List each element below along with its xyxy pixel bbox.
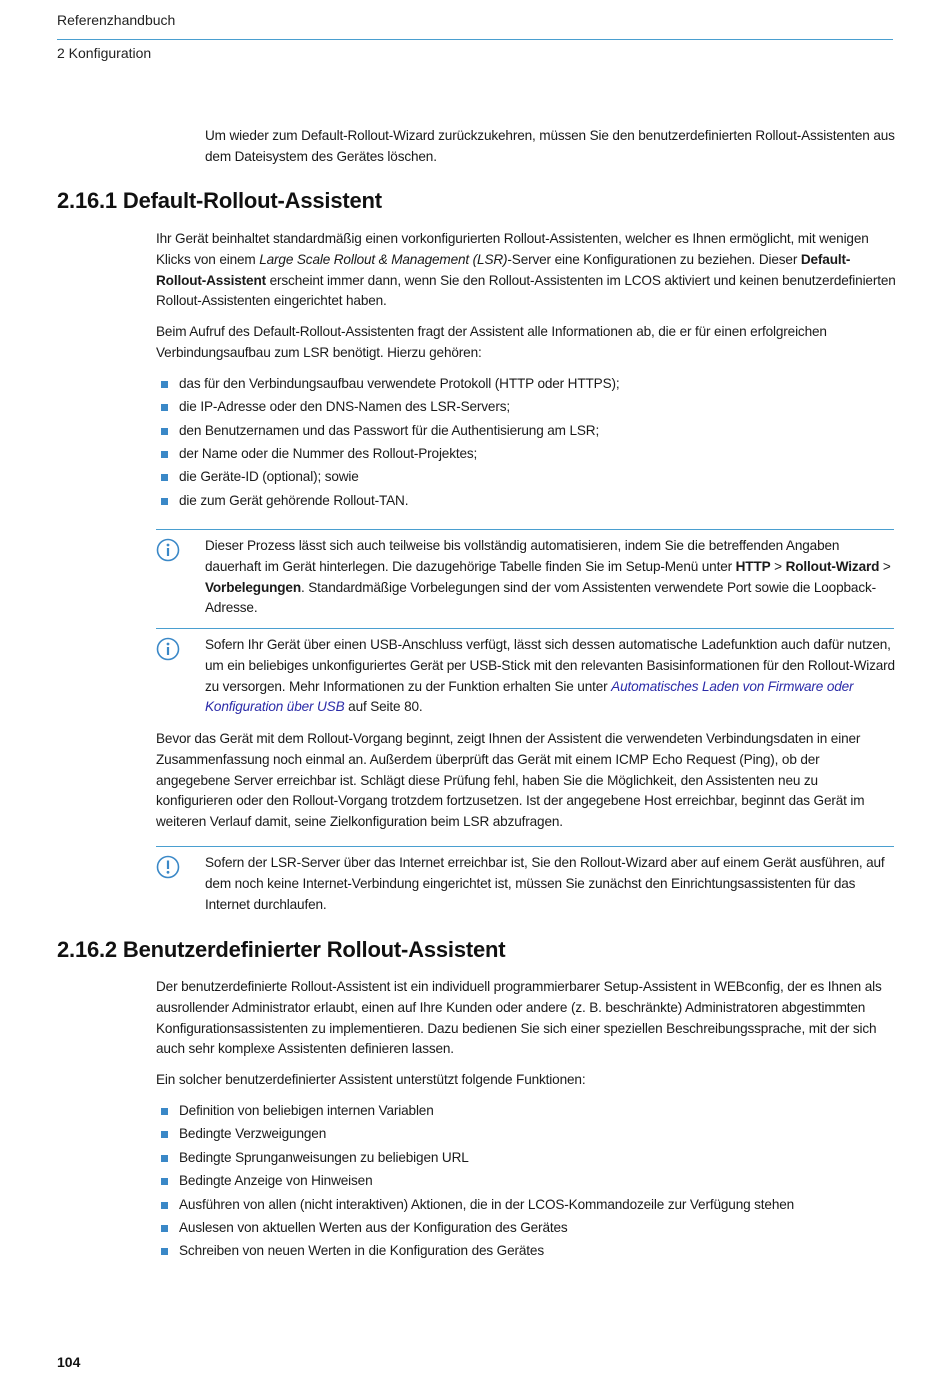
info-note-2-text: Sofern Ihr Gerät über einen USB-Anschluss verfügt, lässt sich dessen automatische Ladefunktion auch dafür nutzen, um ein beliebiges unkonfiguriertes Gerät per USB-Stick mit den relevanten Basisinformationen für den Rollout-Wizard zu versorgen. Mehr Informationen zu der Funktion erhalten Sie unter Automatisches Laden von Firmware oder Konfiguration über USB auf Seite 80.: [205, 637, 895, 715]
page-number: 104: [57, 1354, 81, 1370]
section1-body: [156, 229, 896, 514]
section2-paragraph-1: Der benutzerdefinierte Rollout-Assistent ist ein individuell programmierbarer Setup-Assistent in WEBconfig, der es Ihnen als ausrollender Administrator erlaubt, einen auf Ihre Kunden oder andere (z. B. beschränkte) Administratoren abgestimmten Konfigurationsassistenten zu implementieren. Dazu bedienen Sie sich einer speziellen Beschreibungssprache, mit der sich auch sehr komplexe Assistenten definieren lassen.: [156, 979, 882, 1057]
default-rollout-term: Default-Rollout-Assistent: [156, 251, 851, 288]
bullet-square-icon: [161, 1248, 168, 1255]
bullet-square-icon: [161, 498, 168, 505]
info-icon: [156, 637, 180, 661]
bullet-square-icon: [161, 428, 168, 435]
list-item: die zum Gerät gehörende Rollout-TAN.: [156, 491, 896, 514]
header-rule: [57, 39, 893, 40]
bullet-square-icon: [161, 404, 168, 411]
info-note-2: [156, 628, 894, 725]
list-item: Bedingte Sprunganweisungen zu beliebigen URL: [156, 1148, 896, 1171]
bullet-square-icon: [161, 474, 168, 481]
section2-body: [156, 977, 896, 1265]
list-item: Ausführen von allen (nicht interaktiven) Aktionen, die in der LCOS-Kommandozeile zur Verfügung stehen: [156, 1195, 896, 1218]
list-item: den Benutzernamen und das Passwort für die Authentisierung am LSR;: [156, 421, 896, 444]
list-item: das für den Verbindungsaufbau verwendete Protokoll (HTTP oder HTTPS);: [156, 374, 896, 397]
list-item: Auslesen von aktuellen Werten aus der Konfiguration des Gerätes: [156, 1218, 896, 1241]
section2-bullet-list: [156, 1101, 896, 1265]
list-item: die Geräte-ID (optional); sowie: [156, 467, 896, 490]
bullet-square-icon: [161, 1178, 168, 1185]
section-heading-custom-rollout: 2.16.2 Benutzerdefinierter Rollout-Assistent: [57, 937, 506, 962]
running-header-chapter: 2 Konfiguration: [57, 45, 152, 61]
usb-autoload-link[interactable]: Automatisches Laden von Firmware oder Konfiguration über USB: [205, 678, 854, 715]
list-item: Definition von beliebigen internen Variablen: [156, 1101, 896, 1124]
warning-icon: [156, 855, 180, 879]
section1-bullet-list: [156, 374, 896, 514]
warning-note: [156, 846, 894, 923]
bullet-square-icon: [161, 1131, 168, 1138]
list-item: Bedingte Anzeige von Hinweisen: [156, 1171, 896, 1194]
bullet-square-icon: [161, 1225, 168, 1232]
running-header-title: Referenzhandbuch: [57, 12, 176, 28]
warning-note-text: Sofern der LSR-Server über das Internet erreichbar ist, Sie den Rollout-Wizard aber auf einem Gerät ausführen, auf dem noch keine Internet-Verbindung eingerichtet ist, müssen Sie zunächst den Einrichtungsassistenten für das Internet durchlaufen.: [205, 855, 885, 912]
list-item: der Name oder die Nummer des Rollout-Projektes;: [156, 444, 896, 467]
section2-paragraph-2: Ein solcher benutzerdefinierter Assistent unterstützt folgende Funktionen:: [156, 1072, 586, 1088]
section-heading-default-rollout: 2.16.1 Default-Rollout-Assistent: [57, 188, 382, 213]
bullet-square-icon: [161, 1108, 168, 1115]
section1-paragraph-3: Bevor das Gerät mit dem Rollout-Vorgang beginnt, zeigt Ihnen der Assistent die verwendeten Verbindungsdaten in einer Zusammenfassung noch einmal an. Außerdem überprüft das Gerät mit einem ICMP Echo Request (Ping), ob der angegebene Server erreichbar ist. Schlägt diese Prüfung fehl, haben Sie die Möglichkeit, den Assistenten neu zu konfigurieren oder den Rollout-Vorgang trotzdem fortzusetzen. Ist der angegebene Host erreichbar, beginnt das Gerät im weiteren Verlauf damit, seine Zielkonfiguration beim LSR abzufragen.: [156, 731, 865, 830]
section1-paragraph-1: Ihr Gerät beinhaltet standardmäßig einen vorkonfigurierten Rollout-Assistenten, welcher es Ihnen ermöglicht, mit wenigen Klicks von einem Large Scale Rollout & Management (LSR)-Server eine Konfigurationen zu beziehen. Dieser Default-Rollout-Assistent erscheint immer dann, wenn Sie den Rollout-Assistenten im LCOS aktiviert und keinen benutzerdefinierten Rollout-Assistenten eingerichtet haben.: [156, 231, 896, 309]
intro-paragraph: Um wieder zum Default-Rollout-Wizard zurückzukehren, müssen Sie den benutzerdefinierten Rollout-Assistenten aus dem Dateisystem des Gerätes löschen.: [205, 128, 895, 164]
bullet-square-icon: [161, 1202, 168, 1209]
info-icon: [156, 538, 180, 562]
info-note-1: [156, 529, 894, 626]
bullet-square-icon: [161, 381, 168, 388]
list-item: Schreiben von neuen Werten in die Konfiguration des Gerätes: [156, 1241, 896, 1264]
list-item: die IP-Adresse oder den DNS-Namen des LSR-Servers;: [156, 397, 896, 420]
list-item: Bedingte Verzweigungen: [156, 1124, 896, 1147]
bullet-square-icon: [161, 1155, 168, 1162]
info-note-1-text: Dieser Prozess lässt sich auch teilweise bis vollständig automatisieren, indem Sie die betreffenden Angaben dauerhaft im Gerät hinterlegen. Die dazugehörige Tabelle finden Sie im Setup-Menü unter HTTP > Rollout-Wizard > Vorbelegungen. Standardmäßige Vorbelegungen sind der vom Assistenten verwendete Port sowie die Loopback-Adresse.: [205, 538, 891, 616]
section1-body-cont: [156, 729, 896, 843]
section1-paragraph-2: Beim Aufruf des Default-Rollout-Assistenten fragt der Assistent alle Informationen ab, die er für einen erfolgreichen Verbindungsaufbau zum LSR benötigt. Hierzu gehören:: [156, 324, 827, 360]
lsr-term: Large Scale Rollout & Management (LSR): [259, 251, 508, 267]
bullet-square-icon: [161, 451, 168, 458]
